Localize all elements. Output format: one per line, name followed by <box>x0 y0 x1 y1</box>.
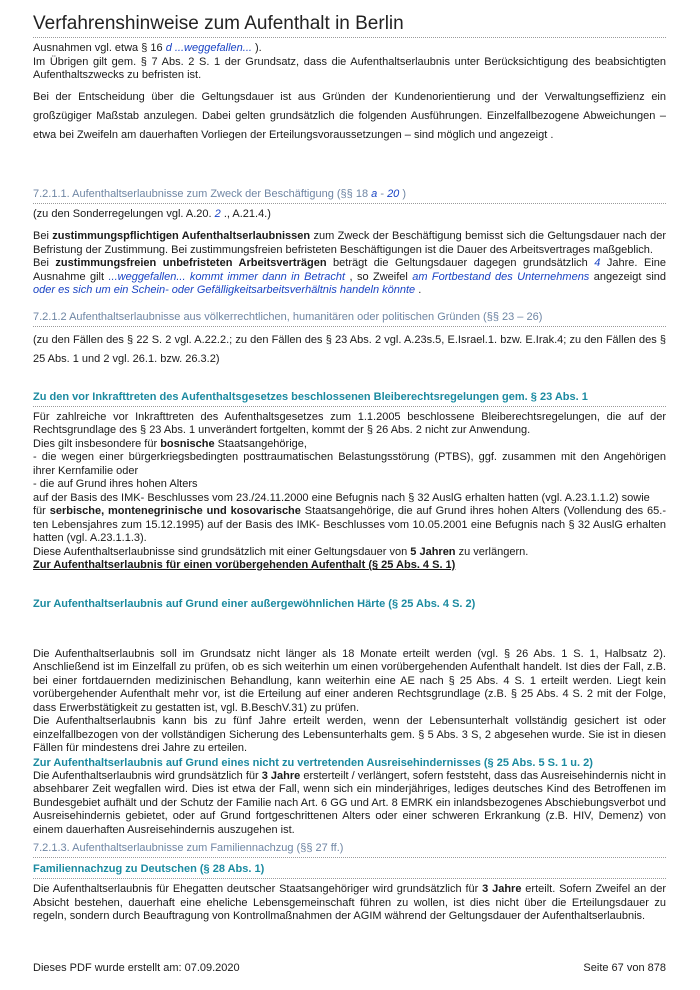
familiennachzug-heading: Familiennachzug zu Deutschen (§ 28 Abs. 1) <box>33 863 265 875</box>
link-weggefallen[interactable]: ...weggefallen... kommt immer dann in Betracht <box>108 270 346 283</box>
bleiberecht-line-3: - die wegen einer bürgerkriegsbedingten posttraumatischen Belastungsstörung (PTBS), ggf. zusammen mit den Angehörigen ihrer Kernfamilie oder <box>33 451 666 477</box>
footer-page-number: Seite 67 von 878 <box>583 962 666 974</box>
text: Bei <box>33 230 53 242</box>
bleiberecht-line-6 <box>33 505 666 546</box>
familiennachzug-paragraph <box>33 883 666 924</box>
document-title: Verfahrenshinweise zum Aufenthalt in Berlin <box>33 13 404 34</box>
bold-term: zustimmungsfreien unbefristeten Arbeitsverträgen <box>55 257 327 269</box>
text: Bei <box>33 257 56 269</box>
text: angezeigt sind <box>589 270 667 283</box>
link-scheinarbeitsverhaeltnis[interactable]: oder es sich um ein Schein- oder Gefälligkeitsarbeitsverhältnis handeln könnte <box>33 284 416 296</box>
section-divider <box>33 326 666 327</box>
heading-text: 7.2.1.1. Aufenthaltserlaubnisse zum Zweck der Beschäftigung (§§ 18 <box>33 187 372 200</box>
text: . <box>415 284 422 296</box>
text: Jahre. Eine Ausnahme gilt <box>33 257 666 283</box>
text: Die Aufenthaltserlaubnis für Ehegatten deutscher Staatsangehöriger wird grundsätzlich für <box>33 883 483 895</box>
text: zum Zweck der Beschäftigung bemisst sich die Geltungsdauer nach der Befristung der Zustimmung. Bei zustimmungsfreien befristeten Beschäftigungen ist die Dauer des Arbeitsvertrages maßgeblich. <box>33 230 666 256</box>
section-7-2-1-3-heading: 7.2.1.3. Aufenthaltserlaubnisse zum Familiennachzug (§§ 27 ff.) <box>33 842 344 854</box>
heading-text-end: ) <box>399 187 407 200</box>
bleiberecht-line-4: - die auf Grund ihres hohen Alters <box>33 478 198 490</box>
footer-created-date: Dieses PDF wurde erstellt am: 07.09.2020 <box>33 962 240 974</box>
intro-text: Ausnahmen vgl. etwa § 16 <box>33 42 166 54</box>
bleiberecht-heading: Zu den vor Inkrafttreten des Aufenthaltsgesetzes beschlossenen Bleiberechtsregelungen gem. § 23 Abs. 1 <box>33 390 588 403</box>
bleiberecht-line-7 <box>33 546 666 560</box>
section-7-2-1-1-note <box>33 208 666 222</box>
section-7-2-1-2-note: (zu den Fällen des § 22 S. 2 vgl. A.22.2.; zu den Fällen des § 23 Abs. 2 vgl. A.23s.5, E.Israel.1. bzw. E.Irak.4; zu den Fällen des § 25 Abs. 1 und 2 vgl. 26.1. bzw. 26.3.2) <box>33 333 666 365</box>
text: Staatsangehörige, die auf Grund ihres hohen Alters (Vollendung des 65.-ten Lebensjahres zum 15.12.1995) auf der Basis des IMK- Beschlusses vom 10.05.2001 eine Befugnis nach § 32 AuslG erhalten hatten (vgl. A.23.1.1.3). <box>33 505 666 544</box>
text: für <box>33 505 50 517</box>
link-20[interactable]: 20 <box>387 187 400 200</box>
bold-term: bosnische <box>160 437 215 450</box>
ausreise-heading: Zur Aufenthaltserlaubnis auf Grund eines nicht zu vertretenden Ausreisehindernisses (§ 25 Abs. 5 S. 1 u. 2) <box>33 756 593 769</box>
note-text-end: ., A.21.4.) <box>220 207 271 220</box>
text: Diese Aufenthaltserlaubnisse sind grundsätzlich mit einer Geltungsdauer von <box>33 545 411 558</box>
note-text: (zu den Sonderregelungen vgl. A.20. <box>33 207 215 220</box>
intro-text-end: ). <box>251 42 262 54</box>
beschaeftigung-paragraph-2 <box>33 257 666 298</box>
bold-term: 3 Jahre <box>482 883 522 895</box>
section-7-2-1-2-heading: 7.2.1.2 Aufenthaltserlaubnisse aus völkerrechtlichen, humanitären oder politischen Gründen (§§ 23 – 26) <box>33 310 543 323</box>
link-4-jahre[interactable]: 4 <box>594 257 601 269</box>
text: ersterteilt / verlängert, sofern feststeht, dass das Ausreisehindernis nicht in absehbarer Zeit wegfallen wird. Dies ist etwa der Fall, wenn sich ein minderjähriges, lediges deutsches Kind des Betroffenen im Bundesgebiet aufhält und der Schutz der Familie nach Art. 6 GG und Art. 8 EMRK ein inlandsbezogenes Abschiebungsverbot und Ausreisehindernis gebietet, oder auf Grund fortgeschrittenen Alters oder einer schweren Erkrankung (z.B. HIV, Demenz) von einem dauerhaften Ausreisehindernis auszugehen ist. <box>33 769 666 836</box>
bleiberecht-line-2 <box>33 438 666 452</box>
title-divider <box>33 37 666 38</box>
section-7-2-1-1-heading <box>33 187 666 201</box>
text: Die Aufenthaltserlaubnis wird grundsätzlich für <box>33 769 262 782</box>
intro-line-2: Im Übrigen gilt gem. § 7 Abs. 2 S. 1 der Grundsatz, dass die Aufenthaltserlaubnis unter Berücksichtigung des beabsichtigten Aufenthaltszwecks zu befristen ist. <box>33 55 666 81</box>
intro-line-1 <box>33 42 666 56</box>
link-weggefallen-d[interactable]: d ...weggefallen... <box>165 42 252 54</box>
bleiberecht-line-5: auf der Basis des IMK- Beschlusses vom 23./24.11.2000 eine Befugnis nach § 32 AuslG erhalten hatten (vgl. A.23.1.1.2) sowie <box>33 491 650 504</box>
bold-term: 3 Jahre <box>261 769 301 782</box>
link-18a[interactable]: a <box>371 187 378 200</box>
haerte-heading: Zur Aufenthaltserlaubnis auf Grund einer außergewöhnlichen Härte (§ 25 Abs. 4 S. 2) <box>33 597 476 610</box>
bleiberecht-underlined-heading: Zur Aufenthaltserlaubnis für einen vorübergehenden Aufenthalt (§ 25 Abs. 4 S. 1) <box>33 559 456 571</box>
section-divider <box>33 857 666 858</box>
link-a20-2[interactable]: 2 <box>214 207 221 220</box>
section-divider <box>33 203 666 204</box>
section-divider <box>33 406 666 407</box>
haerte-paragraph-2: Die Aufenthaltserlaubnis kann bis zu fünf Jahre erteilt werden, wenn der Lebensunterhalt vollständig gesichert ist oder einzelfallbezogen von der vollständigen Sicherung des Lebensunterhalts gem. § 5 Abs. 3 S, 2 abgesehen wurde. Sie ist in diesen Fällen für mindestens drei Jahre zu erteilen. <box>33 715 666 754</box>
ausreise-paragraph <box>33 770 666 838</box>
document-page <box>33 0 666 924</box>
bleiberecht-line-1: Für zahlreiche vor Inkrafttreten des Aufenthaltsgesetzes zum 1.1.2005 beschlossene Bleiberechtsregelungen, die auf der Rechtsgrundlage des § 23 Abs. 1 unverändert fortgelten, kommt der § 26 Abs. 2 nicht zur Anwendung. <box>33 410 666 436</box>
bold-term: serbische, montenegrinische und kosovarische <box>49 505 301 517</box>
text: Dies gilt insbesondere für <box>33 437 161 450</box>
section-divider <box>33 878 666 879</box>
link-fortbestand[interactable]: am Fortbestand des Unternehmens <box>412 270 590 283</box>
heading-separator: - <box>377 187 388 200</box>
beschaeftigung-paragraph-1 <box>33 230 666 257</box>
text: Staatsangehörige, <box>214 437 307 450</box>
intro-paragraph-2: Bei der Entscheidung über die Geltungsdauer ist aus Gründen der Kundenorientierung und der Verwaltungseffizienz ein großzügiger Maßstab anzulegen. Dabei gelten grundsätzlich die folgenden Ausführungen. Einzelfallbezogene Abweichungen – etwa bei Zweifeln am dauerhaften Vorliegen der Erteilungsvoraussetzungen – sind möglich und angezeigt . <box>33 90 666 141</box>
text: zu verlängern. <box>455 545 529 558</box>
bold-term: zustimmungspflichtigen Aufenthaltserlaubnissen <box>52 230 311 242</box>
text: erteilt. Sofern Zweifel an der Absicht bestehen, dauerhaft eine eheliche Lebensgemeinschaft führen zu wollen, ist dies nicht über die Erteilungsdauer zu regeln, sondern durch Beauftragung von Kontrollmaßnahmen der AGIM während der Geltungsdauer der Aufenthaltserlaubnis. <box>33 883 666 922</box>
text: beträgt die Geltungsdauer dagegen grundsätzlich <box>326 257 595 269</box>
bold-term: 5 Jahren <box>410 545 456 558</box>
text: , so Zweifel <box>345 270 413 283</box>
haerte-paragraph-1: Die Aufenthaltserlaubnis soll im Grundsatz nicht länger als 18 Monate erteilt werden (vgl. § 26 Abs. 1 S. 1, Halbsatz 2). Anschließend ist im Einzelfall zu prüfen, ob es sich weiterhin um einen vorübergehenden Aufenthalt handelt. Ist dies der Fall, z.B. bei einer fortdauernden medizinischen Behandlung, kann weiterhin eine AE nach § 25 Abs. 4 S. 1 erteilt werden. Liegt kein vorübergehender Aufenthalt mehr vor, ist die Erteilung auf einer anderen Rechtsgrundlage (z.B. § 25 Abs. 4 S. 2 mit der Folge, dass Erwerbstätigkeit zu gestatten ist, vgl. B.BeschV.31) zu prüfen. <box>33 647 666 714</box>
